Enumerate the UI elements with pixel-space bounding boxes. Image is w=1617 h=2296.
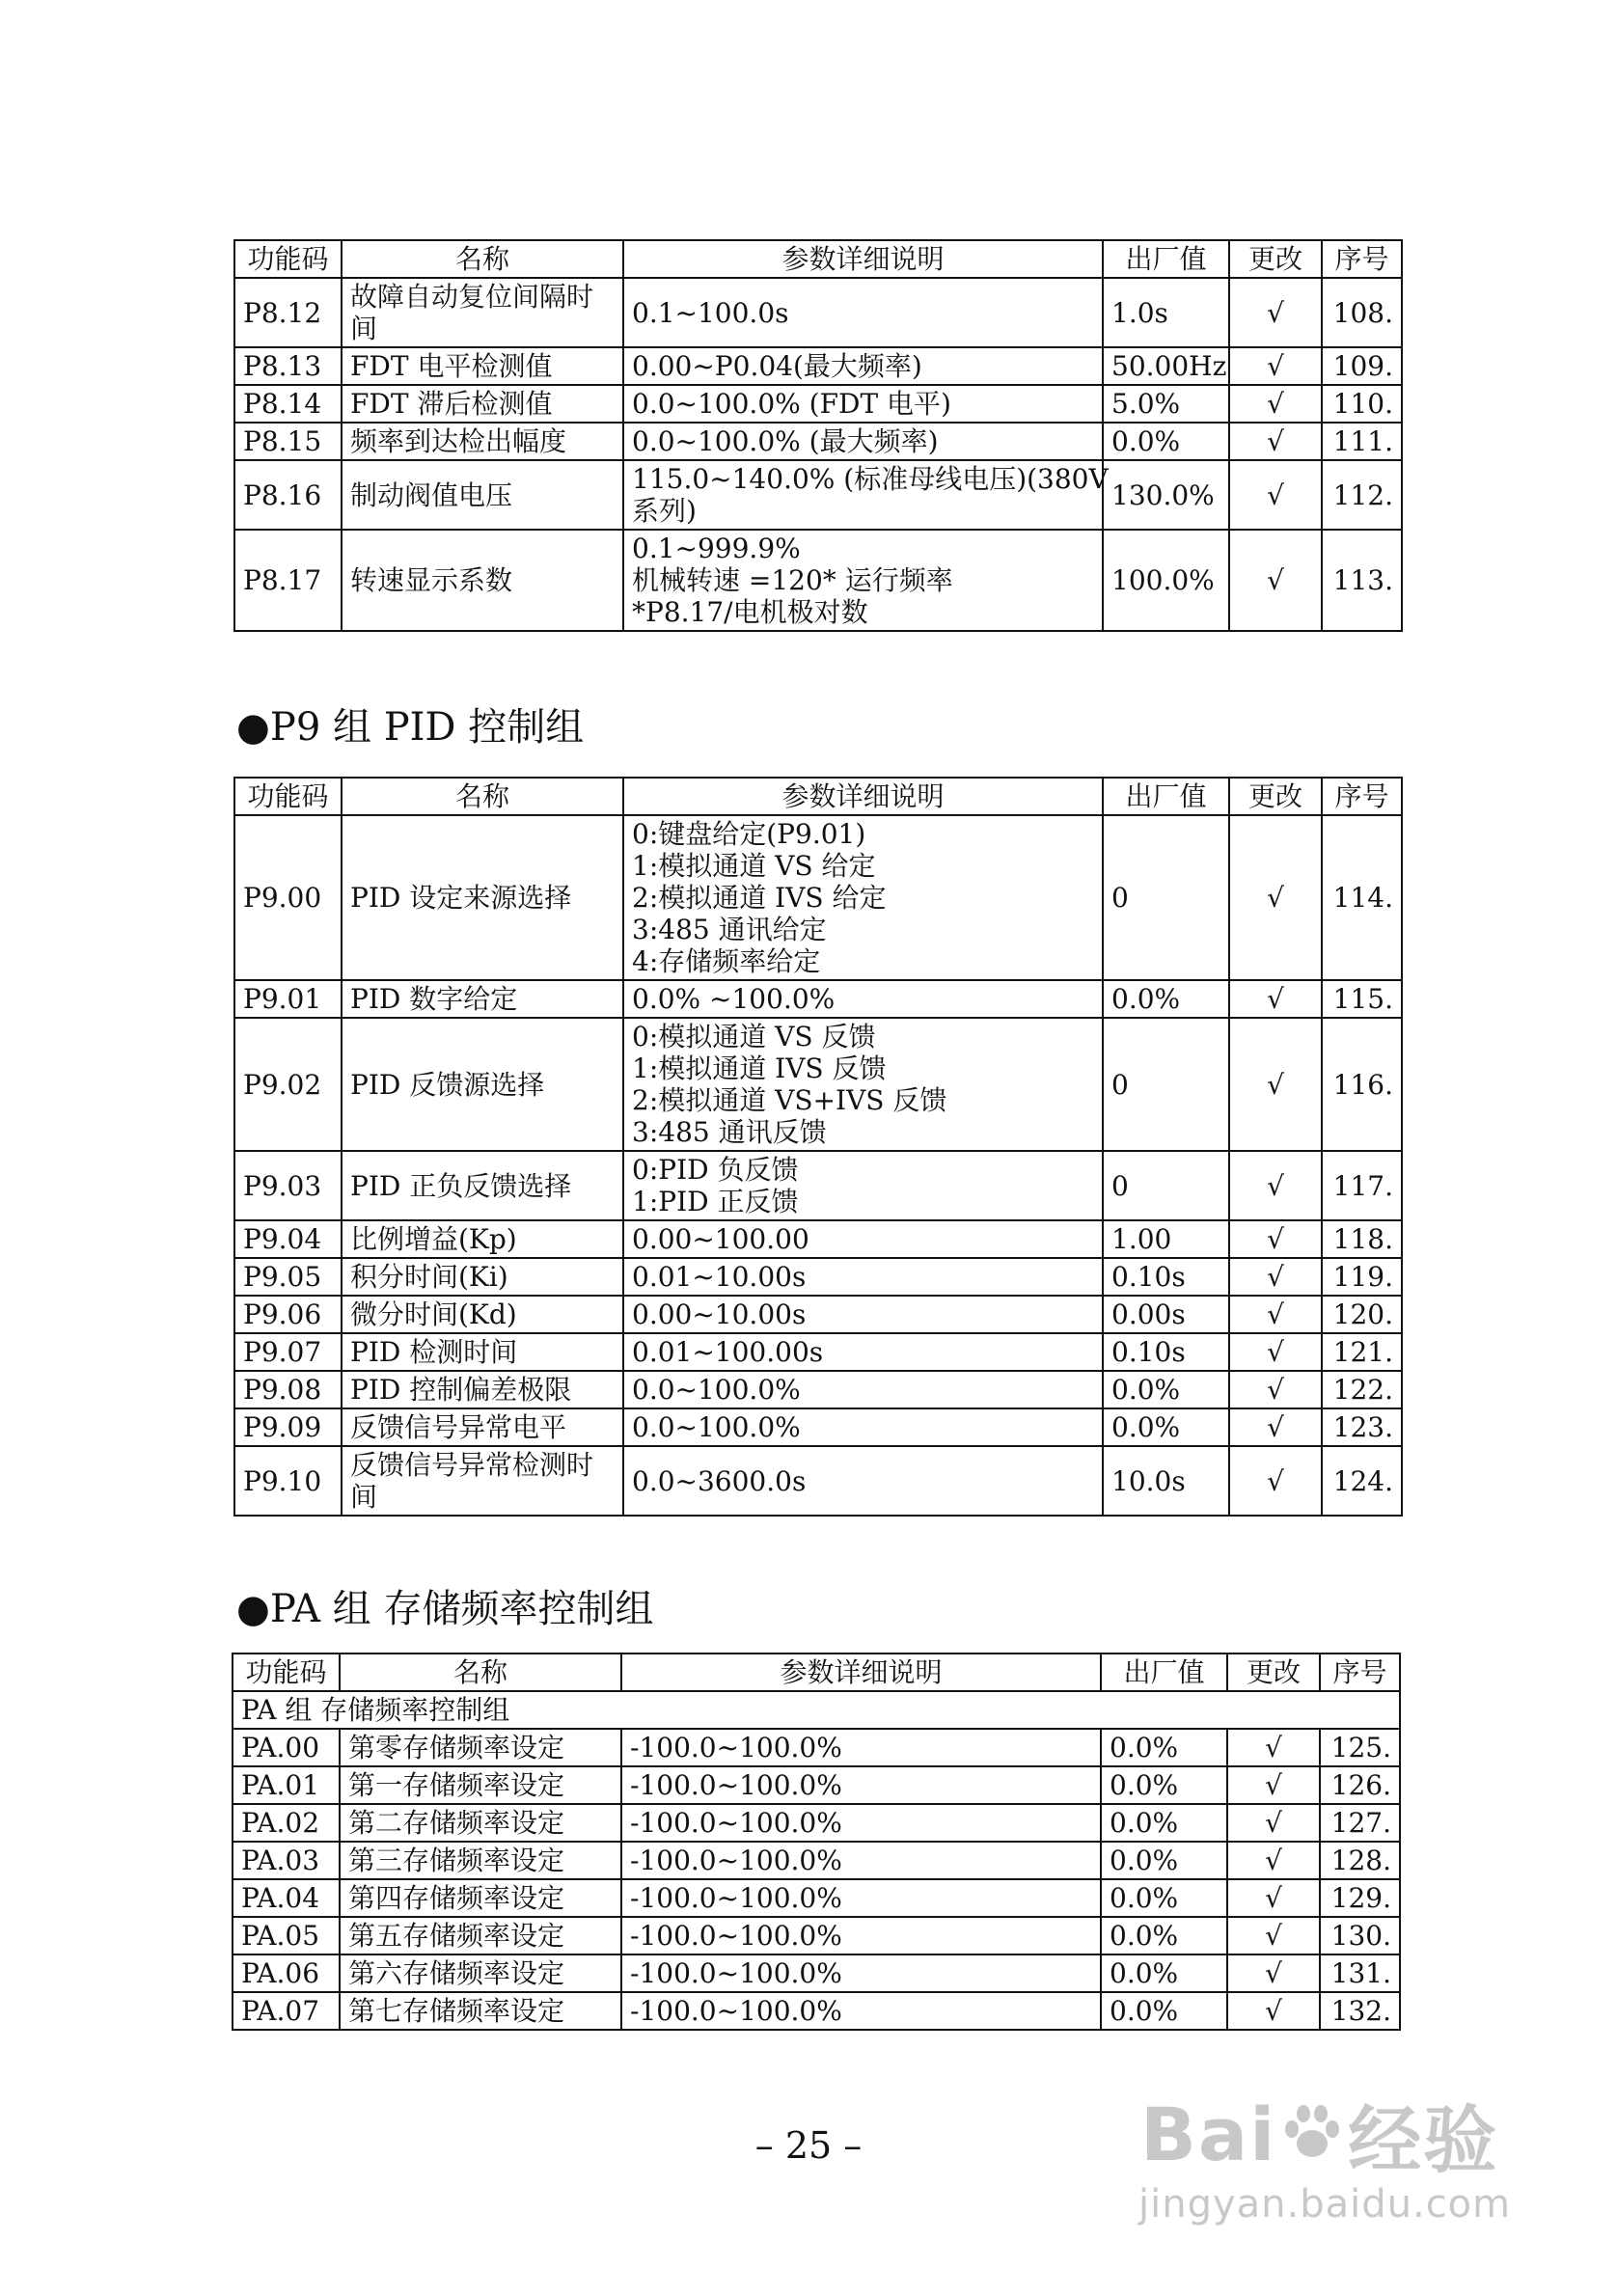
param-seq: 113. xyxy=(1322,530,1402,631)
param-name: 第六存储频率设定 xyxy=(340,1954,621,1992)
param-seq: 128. xyxy=(1320,1842,1400,1879)
watermark-bai-text: Bai xyxy=(1140,2091,1277,2177)
param-code: P9.02 xyxy=(234,1018,342,1151)
description-line: 0:PID 负反馈 xyxy=(632,1154,799,1186)
table-row xyxy=(233,1804,1400,1842)
param-name: FDT 电平检测值 xyxy=(342,347,623,385)
param-description xyxy=(623,423,1103,460)
group-caption-row xyxy=(233,1691,1400,1729)
table-row xyxy=(234,385,1402,423)
param-default: 0.0% xyxy=(1101,1954,1227,1992)
table-row xyxy=(233,1917,1400,1954)
description-line: 2:模拟通道 VS+IVS 反馈 xyxy=(632,1084,947,1116)
header-name: 名称 xyxy=(340,1654,621,1691)
section-title-p9: ●P9 组 PID 控制组 xyxy=(236,705,585,750)
param-code: P9.03 xyxy=(234,1151,342,1220)
param-default: 0.10s xyxy=(1103,1333,1229,1371)
param-code: PA.00 xyxy=(233,1729,340,1766)
param-seq: 122. xyxy=(1322,1371,1402,1408)
check-mark: √ xyxy=(1227,1842,1320,1879)
description-line: -100.0~100.0% xyxy=(630,1845,842,1876)
table-row xyxy=(234,1258,1402,1296)
description-line: 0:模拟通道 VS 反馈 xyxy=(632,1021,876,1052)
param-name: PID 反馈源选择 xyxy=(342,1018,623,1151)
param-seq: 130. xyxy=(1320,1917,1400,1954)
param-code: P9.04 xyxy=(234,1220,342,1258)
param-default: 50.00Hz xyxy=(1103,347,1229,385)
param-code: P8.12 xyxy=(234,278,342,347)
description-line: 0:键盘给定(P9.01) xyxy=(632,818,866,850)
table-row xyxy=(233,1766,1400,1804)
param-seq: 126. xyxy=(1320,1766,1400,1804)
param-name: 第三存储频率设定 xyxy=(340,1842,621,1879)
check-mark: √ xyxy=(1227,1917,1320,1954)
param-default: 0.0% xyxy=(1101,1917,1227,1954)
check-mark: √ xyxy=(1227,1766,1320,1804)
check-mark: √ xyxy=(1229,423,1322,460)
table-row xyxy=(233,1992,1400,2030)
header-code: 功能码 xyxy=(234,778,342,815)
header-change: 更改 xyxy=(1227,1654,1320,1691)
param-default: 130.0% xyxy=(1103,460,1229,530)
param-code: PA.04 xyxy=(233,1879,340,1917)
check-mark: √ xyxy=(1229,980,1322,1018)
param-description xyxy=(623,815,1103,980)
param-seq: 110. xyxy=(1322,385,1402,423)
description-line: 系列) xyxy=(632,495,697,527)
section-title-pa: ●PA 组 存储频率控制组 xyxy=(236,1587,654,1631)
header-desc: 参数详细说明 xyxy=(623,240,1103,278)
param-description xyxy=(623,1446,1103,1516)
param-default: 0 xyxy=(1103,1151,1229,1220)
table-header-row xyxy=(234,240,1402,278)
param-description xyxy=(623,1408,1103,1446)
baidu-jingyan-watermark-logo xyxy=(1140,2086,1536,2182)
param-description xyxy=(623,385,1103,423)
table-row xyxy=(234,1446,1402,1516)
param-seq: 123. xyxy=(1322,1408,1402,1446)
table-row xyxy=(234,423,1402,460)
param-default: 10.0s xyxy=(1103,1446,1229,1516)
param-code: PA.07 xyxy=(233,1992,340,2030)
table-row xyxy=(233,1842,1400,1879)
param-code: PA.03 xyxy=(233,1842,340,1879)
header-code: 功能码 xyxy=(233,1654,340,1691)
param-description xyxy=(623,460,1109,530)
header-change: 更改 xyxy=(1229,778,1322,815)
header-desc: 参数详细说明 xyxy=(623,778,1103,815)
param-default: 5.0% xyxy=(1103,385,1229,423)
header-seq: 序号 xyxy=(1322,778,1402,815)
check-mark: √ xyxy=(1227,1804,1320,1842)
header-name: 名称 xyxy=(342,778,623,815)
param-seq: 112. xyxy=(1322,460,1402,530)
description-line: 3:485 通讯反馈 xyxy=(632,1116,827,1148)
param-description xyxy=(621,1804,1101,1842)
param-description xyxy=(623,980,1103,1018)
param-default: 0.0% xyxy=(1103,980,1229,1018)
param-default: 1.00 xyxy=(1103,1220,1229,1258)
param-seq: 109. xyxy=(1322,347,1402,385)
table-row xyxy=(234,530,1402,631)
param-table-p9 xyxy=(233,777,1403,1517)
param-description xyxy=(623,1220,1103,1258)
group-caption: PA 组 存储频率控制组 xyxy=(233,1691,1400,1729)
description-line: 机械转速 =120* 运行频率 xyxy=(632,564,953,596)
header-default: 出厂值 xyxy=(1103,240,1229,278)
description-line: -100.0~100.0% xyxy=(630,1995,842,2027)
description-line: -100.0~100.0% xyxy=(630,1807,842,1839)
param-code: P9.08 xyxy=(234,1371,342,1408)
param-seq: 108. xyxy=(1322,278,1402,347)
header-default: 出厂值 xyxy=(1103,778,1229,815)
check-mark: √ xyxy=(1227,1729,1320,1766)
param-name: 比例增益(Kp) xyxy=(342,1220,623,1258)
param-code: PA.06 xyxy=(233,1954,340,1992)
param-seq: 115. xyxy=(1322,980,1402,1018)
param-name: 微分时间(Kd) xyxy=(342,1296,623,1333)
param-default: 0.0% xyxy=(1101,1992,1227,2030)
param-default: 0 xyxy=(1103,1018,1229,1151)
param-seq: 119. xyxy=(1322,1258,1402,1296)
check-mark: √ xyxy=(1229,385,1322,423)
param-name: 制动阀值电压 xyxy=(342,460,623,530)
table-row xyxy=(234,815,1402,980)
description-line: 0.01~100.00s xyxy=(632,1336,824,1368)
param-description xyxy=(621,1729,1101,1766)
param-default: 0.0% xyxy=(1101,1729,1227,1766)
param-name: 第七存储频率设定 xyxy=(340,1992,621,2030)
table-row xyxy=(234,1151,1402,1220)
description-line: *P8.17/电机极对数 xyxy=(632,596,868,628)
param-code: P8.14 xyxy=(234,385,342,423)
param-default: 0.0% xyxy=(1103,1371,1229,1408)
header-code: 功能码 xyxy=(234,240,342,278)
table-row xyxy=(234,1408,1402,1446)
param-seq: 116. xyxy=(1322,1018,1402,1151)
description-line: 0.00~10.00s xyxy=(632,1298,807,1330)
param-code: P9.09 xyxy=(234,1408,342,1446)
baidu-jingyan-watermark-url: jingyan.baidu.com xyxy=(1138,2182,1512,2227)
param-seq: 131. xyxy=(1320,1954,1400,1992)
param-code: P8.17 xyxy=(234,530,342,631)
description-line: 0.0~100.0% (FDT 电平) xyxy=(632,388,951,420)
paw-icon xyxy=(1278,2100,1346,2168)
description-line: -100.0~100.0% xyxy=(630,1920,842,1952)
param-default: 100.0% xyxy=(1103,530,1229,631)
param-name: PID 正负反馈选择 xyxy=(342,1151,623,1220)
param-seq: 117. xyxy=(1322,1151,1402,1220)
param-code: P9.00 xyxy=(234,815,342,980)
check-mark: √ xyxy=(1229,1258,1322,1296)
description-line: 4:存储频率给定 xyxy=(632,945,821,977)
table-row xyxy=(234,347,1402,385)
check-mark: √ xyxy=(1229,1151,1322,1220)
description-line: -100.0~100.0% xyxy=(630,1732,842,1763)
param-seq: 121. xyxy=(1322,1333,1402,1371)
description-line: 1:PID 正反馈 xyxy=(632,1186,799,1217)
description-line: 2:模拟通道 IVS 给定 xyxy=(632,882,887,914)
param-description xyxy=(623,278,1103,347)
table-row xyxy=(234,980,1402,1018)
param-name: 积分时间(Ki) xyxy=(342,1258,623,1296)
param-name: PID 设定来源选择 xyxy=(342,815,623,980)
header-name: 名称 xyxy=(342,240,623,278)
param-default: 0.00s xyxy=(1103,1296,1229,1333)
param-description xyxy=(623,530,1103,631)
param-seq: 127. xyxy=(1320,1804,1400,1842)
description-line: 0.0% ~100.0% xyxy=(632,983,836,1015)
check-mark: √ xyxy=(1229,347,1322,385)
param-code: P9.01 xyxy=(234,980,342,1018)
check-mark: √ xyxy=(1229,530,1322,631)
description-line: 0.1~100.0s xyxy=(632,296,789,329)
param-code: P8.13 xyxy=(234,347,342,385)
description-line: -100.0~100.0% xyxy=(630,1769,842,1801)
header-default: 出厂值 xyxy=(1101,1654,1227,1691)
check-mark: √ xyxy=(1229,1333,1322,1371)
param-seq: 120. xyxy=(1322,1296,1402,1333)
check-mark: √ xyxy=(1229,815,1322,980)
description-line: 0.0~3600.0s xyxy=(632,1464,807,1497)
param-default: 0.10s xyxy=(1103,1258,1229,1296)
param-table-p8 xyxy=(233,239,1403,632)
param-default: 1.0s xyxy=(1103,278,1229,347)
param-table-pa xyxy=(232,1653,1401,2031)
table-row xyxy=(234,1296,1402,1333)
table-header-row xyxy=(233,1654,1400,1691)
description-line: 0.00~100.00 xyxy=(632,1223,809,1255)
param-description xyxy=(621,1917,1101,1954)
description-line: 0.0~100.0% xyxy=(632,1411,801,1443)
description-line: 1:模拟通道 IVS 反馈 xyxy=(632,1052,887,1084)
description-line: 0.00~P0.04(最大频率) xyxy=(632,350,922,382)
param-default: 0.0% xyxy=(1101,1804,1227,1842)
table-row xyxy=(234,460,1402,530)
param-code: P9.05 xyxy=(234,1258,342,1296)
check-mark: √ xyxy=(1229,1296,1322,1333)
description-line: 0.0~100.0% (最大频率) xyxy=(632,425,939,457)
param-seq: 129. xyxy=(1320,1879,1400,1917)
param-description xyxy=(621,1766,1101,1804)
param-name: PID 控制偏差极限 xyxy=(342,1371,623,1408)
param-seq: 132. xyxy=(1320,1992,1400,2030)
check-mark: √ xyxy=(1229,1446,1322,1516)
param-seq: 118. xyxy=(1322,1220,1402,1258)
table-row xyxy=(234,1333,1402,1371)
param-seq: 111. xyxy=(1322,423,1402,460)
table-row xyxy=(233,1729,1400,1766)
param-description xyxy=(621,1992,1101,2030)
param-code: P8.15 xyxy=(234,423,342,460)
param-description xyxy=(623,1258,1103,1296)
param-description xyxy=(623,1371,1103,1408)
param-name: 故障自动复位间隔时间 xyxy=(342,278,623,347)
param-name: 转速显示系数 xyxy=(342,530,623,631)
check-mark: √ xyxy=(1229,1371,1322,1408)
description-line: -100.0~100.0% xyxy=(630,1957,842,1989)
param-name: 第五存储频率设定 xyxy=(340,1917,621,1954)
param-name: 反馈信号异常检测时间 xyxy=(342,1446,623,1516)
description-line: 1:模拟通道 VS 给定 xyxy=(632,850,876,882)
watermark-du-text: 经验 xyxy=(1348,2096,1499,2183)
description-line: 0.01~10.00s xyxy=(632,1261,807,1293)
param-default: 0.0% xyxy=(1103,423,1229,460)
table-row xyxy=(233,1954,1400,1992)
check-mark: √ xyxy=(1227,1879,1320,1917)
header-change: 更改 xyxy=(1229,240,1322,278)
param-code: P8.16 xyxy=(234,460,342,530)
description-line: 115.0~140.0% (标准母线电压)(380V xyxy=(632,463,1109,495)
param-description xyxy=(621,1842,1101,1879)
param-description xyxy=(621,1879,1101,1917)
param-code: P9.10 xyxy=(234,1446,342,1516)
description-line: -100.0~100.0% xyxy=(630,1882,842,1914)
table-row xyxy=(234,1220,1402,1258)
param-code: P9.06 xyxy=(234,1296,342,1333)
check-mark: √ xyxy=(1229,278,1322,347)
param-code: P9.07 xyxy=(234,1333,342,1371)
param-name: 第零存储频率设定 xyxy=(340,1729,621,1766)
header-desc: 参数详细说明 xyxy=(621,1654,1101,1691)
param-default: 0.0% xyxy=(1103,1408,1229,1446)
param-code: PA.02 xyxy=(233,1804,340,1842)
param-description xyxy=(623,1296,1103,1333)
description-line: 0.0~100.0% xyxy=(632,1374,801,1406)
param-seq: 124. xyxy=(1322,1446,1402,1516)
table-row xyxy=(233,1879,1400,1917)
param-description xyxy=(623,347,1103,385)
param-seq: 125. xyxy=(1320,1729,1400,1766)
param-default: 0.0% xyxy=(1101,1766,1227,1804)
table-row xyxy=(234,278,1402,347)
check-mark: √ xyxy=(1229,460,1322,530)
param-seq: 114. xyxy=(1322,815,1402,980)
param-description xyxy=(623,1151,1103,1220)
param-name: PID 数字给定 xyxy=(342,980,623,1018)
param-name: 第一存储频率设定 xyxy=(340,1766,621,1804)
check-mark: √ xyxy=(1227,1992,1320,2030)
check-mark: √ xyxy=(1229,1018,1322,1151)
param-code: PA.01 xyxy=(233,1766,340,1804)
param-description xyxy=(623,1018,1103,1151)
header-seq: 序号 xyxy=(1320,1654,1400,1691)
check-mark: √ xyxy=(1227,1954,1320,1992)
description-line: 0.1~999.9% xyxy=(632,533,801,564)
table-row xyxy=(234,1371,1402,1408)
param-description xyxy=(623,1333,1103,1371)
table-header-row xyxy=(234,778,1402,815)
param-name: 第四存储频率设定 xyxy=(340,1879,621,1917)
param-name: PID 检测时间 xyxy=(342,1333,623,1371)
param-default: 0 xyxy=(1103,815,1229,980)
check-mark: √ xyxy=(1229,1408,1322,1446)
param-code: PA.05 xyxy=(233,1917,340,1954)
param-default: 0.0% xyxy=(1101,1879,1227,1917)
param-name: 频率到达检出幅度 xyxy=(342,423,623,460)
param-default: 0.0% xyxy=(1101,1842,1227,1879)
description-line: 3:485 通讯给定 xyxy=(632,914,827,945)
header-seq: 序号 xyxy=(1322,240,1402,278)
param-name: FDT 滞后检测值 xyxy=(342,385,623,423)
param-name: 第二存储频率设定 xyxy=(340,1804,621,1842)
page-number: – 25 – xyxy=(754,2124,863,2167)
param-name: 反馈信号异常电平 xyxy=(342,1408,623,1446)
check-mark: √ xyxy=(1229,1220,1322,1258)
param-description xyxy=(621,1954,1101,1992)
table-row xyxy=(234,1018,1402,1151)
